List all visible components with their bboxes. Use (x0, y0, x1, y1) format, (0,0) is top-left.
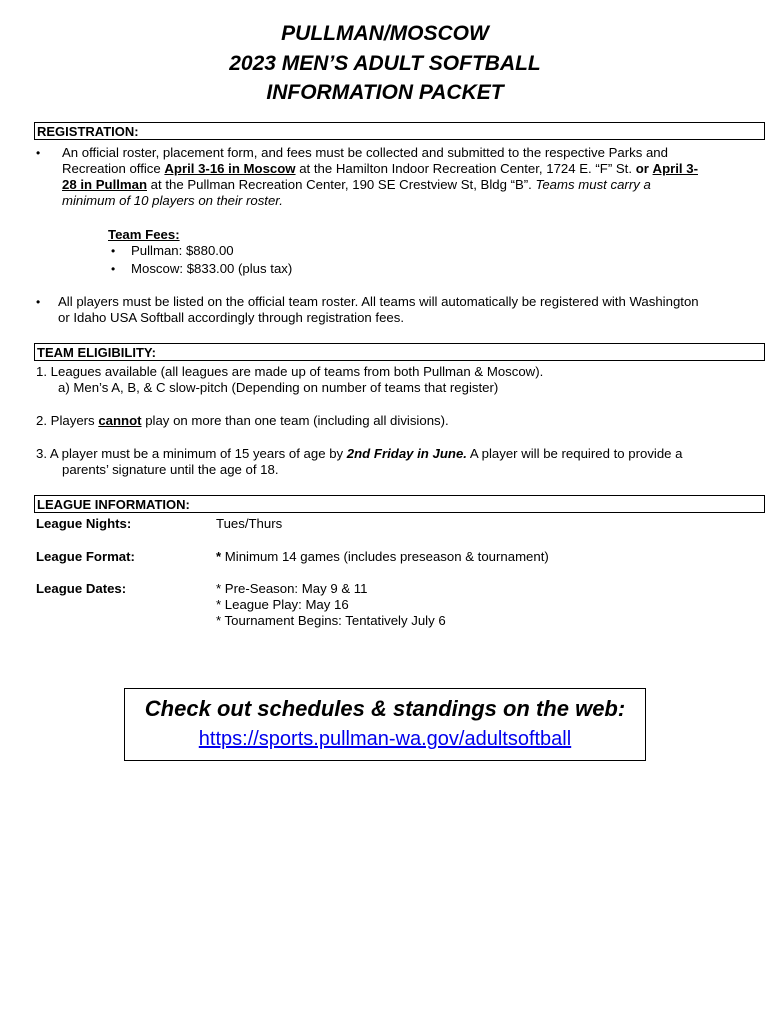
bullet-icon: • (111, 262, 116, 276)
league-dates-preseason: * Pre-Season: May 9 & 11 (216, 581, 368, 596)
registration-text-line-4: minimum of 10 players on their roster. (62, 193, 283, 208)
registration-text-line-1: An official roster, placement form, and fees must be collected and submitted to the respective Parks and (62, 145, 668, 160)
bullet-icon: • (36, 295, 41, 309)
bullet-icon: • (36, 146, 41, 160)
league-format-label: League Format: (36, 549, 135, 564)
moscow-dates: April 3-16 in Moscow (164, 161, 296, 176)
age-deadline: 2nd Friday in June. (346, 446, 467, 461)
document-title-line-3: INFORMATION PACKET (266, 81, 504, 104)
team-eligibility-header: TEAM ELIGIBILITY: (34, 343, 765, 361)
eligibility-item-2: 2. Players cannot play on more than one team (including all divisions). (36, 413, 449, 428)
registration-header: REGISTRATION: (34, 122, 765, 140)
league-information-header: LEAGUE INFORMATION: (34, 495, 765, 513)
eligibility-item-1a: a) Men’s A, B, & C slow-pitch (Depending on number of teams that register) (58, 380, 499, 395)
eligibility-item-1: 1. Leagues available (all leagues are made up of teams from both Pullman & Moscow). (36, 364, 544, 379)
league-nights-label: League Nights: (36, 516, 132, 531)
eligibility-item-3-cont: parents’ signature until the age of 18. (62, 462, 279, 477)
bullet-icon: • (111, 244, 116, 258)
document-title-line-2: 2023 MEN’S ADULT SOFTBALL (229, 52, 541, 75)
eligibility-item-3: 3. A player must be a minimum of 15 years of age by 2nd Friday in June. A player will be required to provide a (36, 446, 683, 461)
league-nights-value: Tues/Thurs (216, 516, 283, 531)
team-fees-label: Team Fees: (108, 227, 180, 242)
pullman-dates-end: 28 in Pullman (62, 177, 148, 192)
league-format-value: * Minimum 14 games (includes preseason & tournament) (216, 549, 549, 564)
fee-pullman: Pullman: $880.00 (131, 243, 234, 258)
league-dates-label: League Dates: (36, 581, 127, 596)
registration-text-line-2: Recreation office April 3-16 in Moscow at the Hamilton Indoor Recreation Center, 1724 E. “F” St. or April 3- (62, 161, 698, 176)
document-title-line-1: PULLMAN/MOSCOW (281, 22, 489, 45)
roster-text-line-2: or Idaho USA Softball accordingly through registration fees. (58, 310, 405, 325)
league-dates-tournament: * Tournament Begins: Tentatively July 6 (216, 613, 446, 628)
pullman-dates-start: April 3- (652, 161, 698, 176)
schedules-heading: Check out schedules & standings on the web: (144, 696, 626, 721)
league-dates-play: * League Play: May 16 (216, 597, 349, 612)
fee-moscow: Moscow: $833.00 (plus tax) (131, 261, 293, 276)
schedules-link[interactable]: https://sports.pullman-wa.gov/adultsoftball (198, 728, 572, 750)
registration-text-line-3: 28 in Pullman at the Pullman Recreation Center, 190 SE Crestview St, Bldg “B”. Teams must carry a (62, 177, 651, 192)
cannot-emphasis: cannot (98, 413, 142, 428)
schedules-callout-box (124, 688, 646, 761)
roster-text-line-1: All players must be listed on the official team roster. All teams will automatically be registered with Washington (58, 294, 699, 309)
